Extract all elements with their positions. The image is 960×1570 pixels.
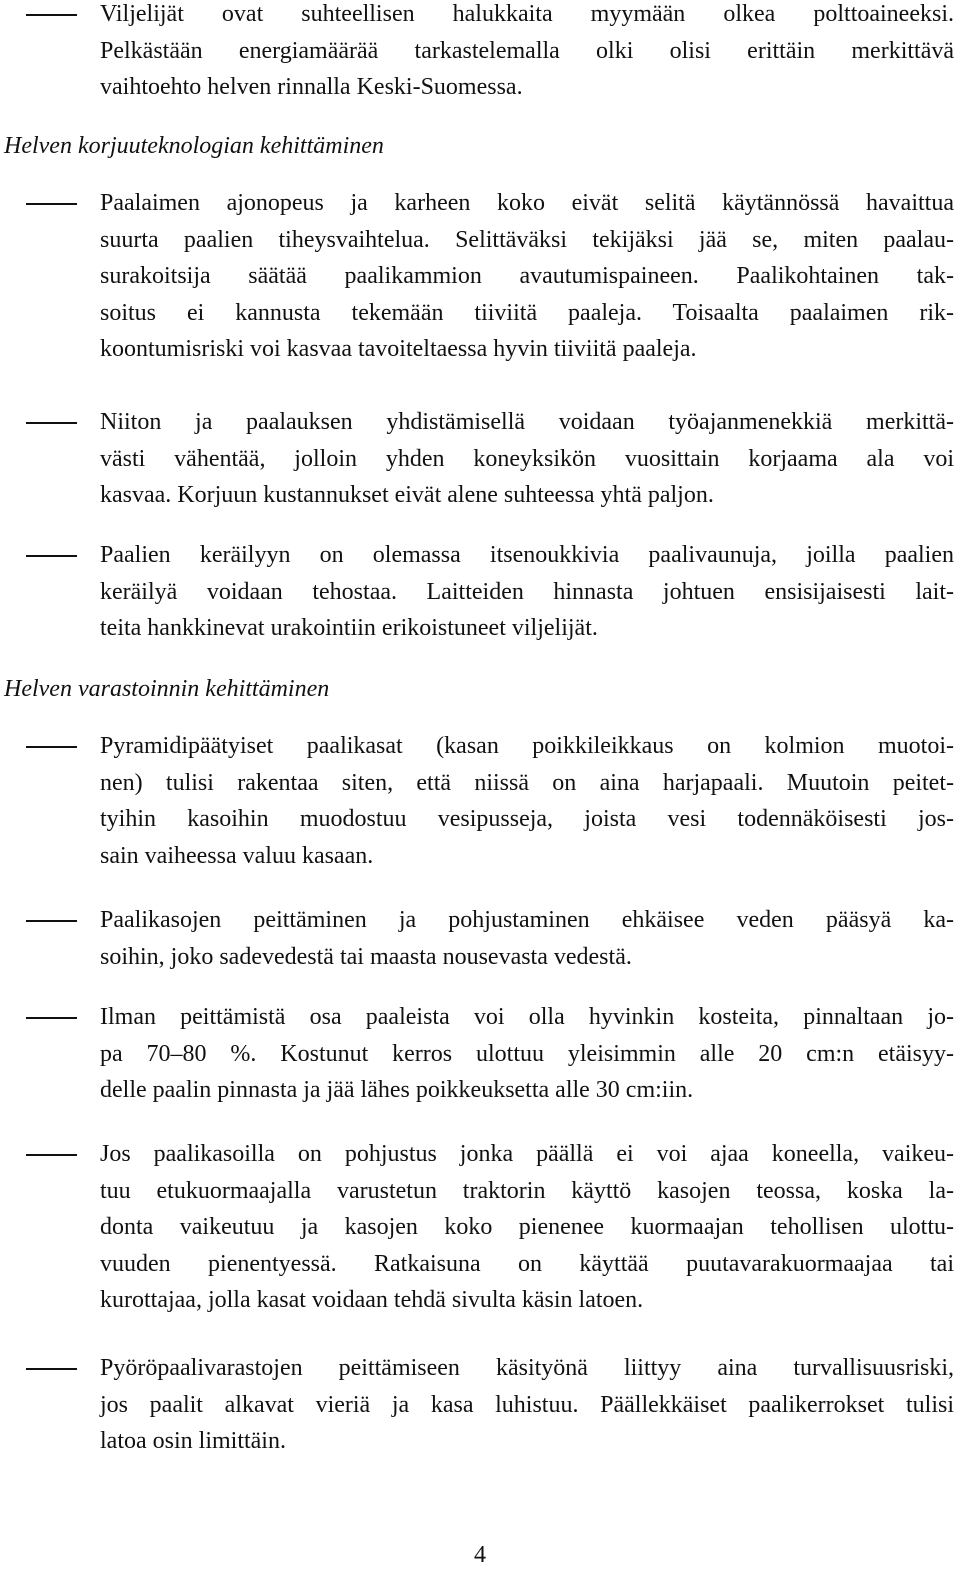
text-line: Paalaimen ajonopeus ja karheen koko eivät selitä käytännössä havaittua: [100, 190, 954, 216]
text-line: donta vaikeutuu ja kasojen koko pienenee kuormaajan tehollisen ulottu-: [100, 1214, 954, 1240]
text-line: surakoitsija säätää paalikammion avautumispaineen. Paalikohtainen tak-: [100, 263, 954, 289]
text-line: Niiton ja paalauksen yhdistämisellä voidaan työajanmenekkiä merkittä-: [100, 409, 954, 435]
text-line: koontumisriski voi kasvaa tavoiteltaessa hyvin tiiviitä paaleja.: [100, 336, 697, 362]
bullet-text: [100, 537, 954, 647]
section-heading-storage: Helven varastoinnin kehittäminen: [4, 676, 330, 702]
text-line: pa 70–80 %. Kostunut kerros ulottuu yleisimmin alle 20 cm:n etäisyy-: [100, 1040, 954, 1067]
text-line: tuu etukuormaajalla varustetun traktorin käyttö kasojen teossa, koska la-: [100, 1177, 954, 1204]
text-line: vaihtoehto helven rinnalla Keski-Suomessa.: [100, 74, 523, 100]
bullet-text: [100, 728, 954, 874]
bullet-text: [100, 0, 954, 106]
page-number: 4: [474, 1542, 486, 1568]
text-line: västi vähentää, jolloin yhden koneyksikön vuosittain korjaama ala voi: [100, 445, 954, 472]
text-line: Jos paalikasoilla on pohjustus jonka päällä ei voi ajaa koneella, vaikeu-: [100, 1141, 954, 1167]
text-line: latoa osin limittäin.: [100, 1428, 286, 1454]
text-line: nen) tulisi rakentaa siten, että niissä on aina harjapaali. Muutoin peitet-: [100, 769, 954, 796]
section-heading-harvest-technology: Helven korjuuteknologian kehittäminen: [4, 133, 384, 159]
text-line: kurottajaa, jolla kasat voidaan tehdä sivulta käsin latoen.: [100, 1287, 644, 1313]
text-line: kasvaa. Korjuun kustannukset eivät alene suhteessa yhtä paljon.: [100, 482, 714, 508]
text-line: Paalien keräilyyn on olemassa itsenoukkivia paalivaunuja, joilla paalien: [100, 542, 954, 568]
bullet-text: [100, 999, 954, 1109]
bullet-text: [100, 902, 954, 975]
text-line: teita hankkinevat urakointiin erikoistuneet viljelijät.: [100, 615, 598, 641]
text-line: Pyöröpaalivarastojen peittämiseen käsityönä liittyy aina turvallisuusriski,: [100, 1355, 954, 1381]
text-line: soihin, joko sadevedestä tai maasta nousevasta vedestä.: [100, 943, 632, 970]
text-line: soitus ei kannusta tekemään tiiviitä paaleja. Toisaalta paalaimen rik-: [100, 299, 954, 326]
text-line: jos paalit alkavat vieriä ja kasa luhistuu. Päällekkäiset paalikerrokset tulisi: [100, 1391, 954, 1418]
text-line: vuuden pienentyessä. Ratkaisuna on käyttää puutavarakuormaajaa tai: [100, 1250, 954, 1277]
text-line: suurta paalien tiheysvaihtelua. Selittäväksi tekijäksi jää se, miten paalau-: [100, 226, 954, 253]
text-line: Ilman peittämistä osa paaleista voi olla hyvinkin kosteita, pinnaltaan jo-: [100, 1004, 954, 1030]
text-line: sain vaiheessa valuu kasaan.: [100, 842, 374, 869]
bullet-text: [100, 185, 954, 368]
text-line: delle paalin pinnasta ja jää lähes poikkeuksetta alle 30 cm:iin.: [100, 1077, 694, 1103]
text-line: Pelkästään energiamäärää tarkastelemalla olki olisi erittäin merkittävä: [100, 37, 954, 64]
text-line: Viljelijät ovat suhteellisen halukkaita myymään olkea polttoaineeksi.: [100, 1, 954, 27]
text-line: keräilyä voidaan tehostaa. Laitteiden hinnasta johtuen ensisijaisesti lait-: [100, 578, 954, 605]
text-line: Paalikasojen peittäminen ja pohjustaminen ehkäisee veden pääsyä ka-: [100, 907, 954, 933]
text-line: tyihin kasoihin muodostuu vesipusseja, joista vesi todennäköisesti jos-: [100, 806, 954, 832]
text-line: Pyramidipäätyiset paalikasat (kasan poikkileikkaus on kolmion muotoi-: [100, 733, 954, 759]
bullet-text: [100, 404, 954, 514]
bullet-text: [100, 1350, 954, 1460]
bullet-text: [100, 1136, 954, 1319]
